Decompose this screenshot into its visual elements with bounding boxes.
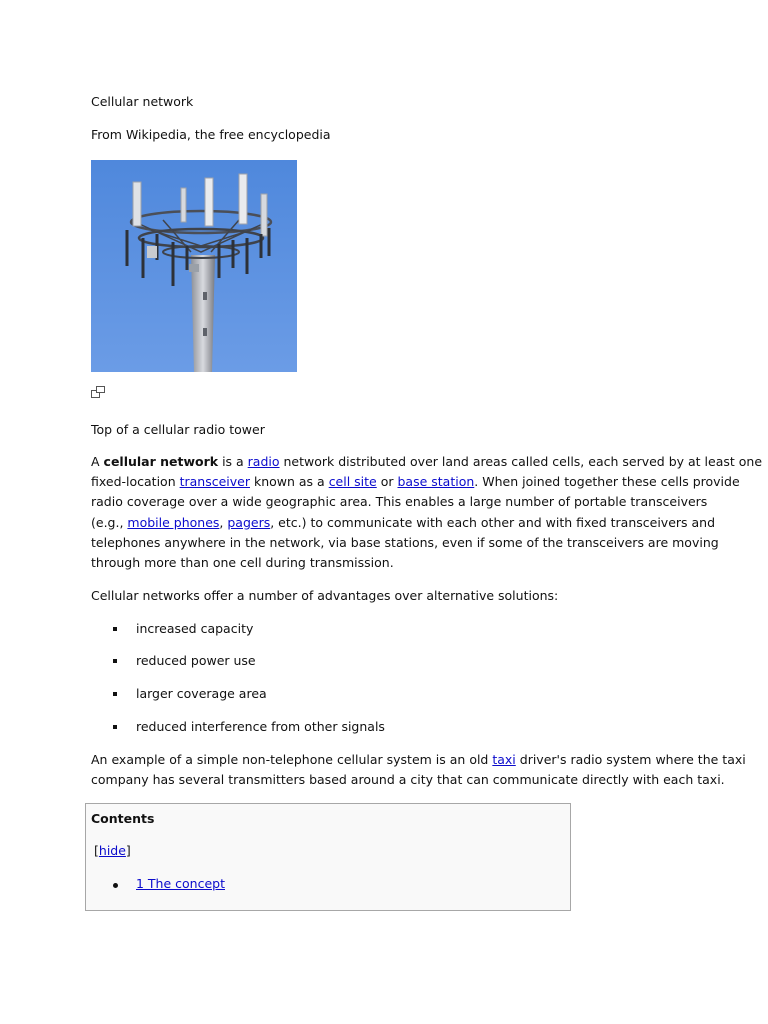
bullet-marker <box>113 692 117 696</box>
intro-paragraph <box>91 452 763 573</box>
bracket-close: ] <box>125 843 131 858</box>
image-caption: Top of a cellular radio tower <box>91 422 265 437</box>
tower-photo[interactable] <box>91 160 297 372</box>
table-of-contents <box>85 803 571 911</box>
list-item-text: increased capacity <box>136 621 254 636</box>
intro-line-6: through more than one cell during transmission. <box>91 555 394 571</box>
intro-line-1 <box>91 452 763 472</box>
example-text: driver's radio system where the taxi <box>515 752 746 767</box>
bracket-open: [ <box>94 843 99 858</box>
link-base-station[interactable]: base station <box>397 474 475 490</box>
link-cell-site[interactable]: cell site <box>328 474 377 490</box>
list-item-text: reduced power use <box>136 653 256 668</box>
toc-hide-link[interactable]: hide <box>98 843 126 858</box>
example-text: An example of a simple non-telephone cellular system is an old <box>91 752 493 767</box>
link-radio[interactable]: radio <box>247 454 280 469</box>
example-line-2: company has several transmitters based around a city that can communicate directly with each taxi. <box>91 772 725 788</box>
link-transceiver[interactable]: transceiver <box>179 474 250 490</box>
bullet-marker <box>113 725 117 729</box>
intro-text: fixed-location <box>91 474 180 490</box>
example-paragraph <box>91 750 746 790</box>
advantages-lead: Cellular networks offer a number of advantages over alternative solutions: <box>91 588 559 603</box>
intro-text: known as a <box>250 474 329 490</box>
intro-text: A <box>91 454 104 469</box>
toc-title: Contents <box>91 811 155 826</box>
bullet-marker <box>113 627 117 631</box>
tower-illustration <box>91 160 297 372</box>
intro-line-5: telephones anywhere in the network, via base stations, even if some of the transceivers are moving <box>91 534 719 550</box>
list-item-text: larger coverage area <box>136 686 267 701</box>
page-title: Cellular network <box>91 94 194 109</box>
intro-text: , etc.) to communicate with each other and with fixed transceivers and <box>270 514 716 530</box>
toc-bullet <box>113 883 118 888</box>
term-cellular-network: cellular network <box>103 454 219 469</box>
intro-text: , <box>219 514 228 530</box>
intro-text: or <box>376 474 398 490</box>
intro-text: (e.g., <box>91 514 128 530</box>
intro-text: network distributed over land areas called cells, each served by at least one <box>279 454 763 469</box>
intro-line-2 <box>91 472 740 492</box>
intro-text: is a <box>218 454 248 469</box>
link-pagers[interactable]: pagers <box>227 514 271 530</box>
bullet-marker <box>113 659 117 663</box>
enlarge-icon[interactable] <box>91 386 105 398</box>
intro-text: . When joined together these cells provide <box>474 474 740 490</box>
link-mobile-phones[interactable]: mobile phones <box>127 514 220 530</box>
toc-item-the-concept[interactable]: 1 The concept <box>136 876 225 891</box>
link-taxi[interactable]: taxi <box>492 752 516 767</box>
example-line-1 <box>91 750 746 770</box>
intro-line-3: radio coverage over a wide geographic area. This enables a large number of portable transceivers <box>91 494 708 510</box>
source-line: From Wikipedia, the free encyclopedia <box>91 127 331 142</box>
toc-hide-toggle <box>94 841 131 861</box>
list-item-text: reduced interference from other signals <box>136 719 385 734</box>
intro-line-4 <box>91 513 716 533</box>
